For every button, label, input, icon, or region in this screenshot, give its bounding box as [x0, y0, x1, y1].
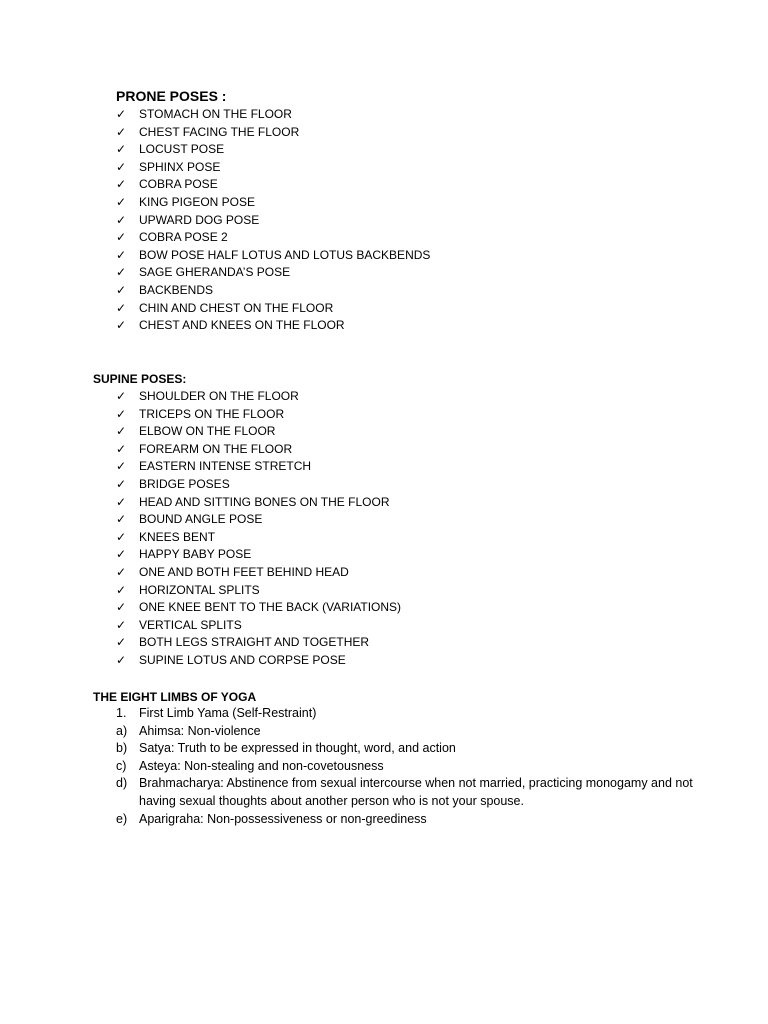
checkmark-icon: ✓ [116, 300, 127, 315]
prone-poses-list [116, 106, 430, 335]
list-item [116, 775, 696, 810]
supine-poses-heading: SUPINE POSES: [93, 372, 187, 386]
checkmark-icon: ✓ [116, 512, 127, 527]
list-item [116, 406, 401, 424]
checkmark-icon: ✓ [116, 406, 127, 421]
checkmark-icon: ✓ [116, 652, 127, 667]
list-item-label: VERTICAL SPLITS [139, 617, 242, 632]
list-item-label: ONE KNEE BENT TO THE BACK (VARIATIONS) [139, 600, 402, 615]
list-marker: b) [116, 741, 128, 756]
list-item [116, 423, 401, 441]
list-item [116, 723, 696, 741]
list-item [116, 546, 401, 564]
list-item [116, 758, 696, 776]
list-item-label: KNEES BENT [139, 529, 216, 544]
checkmark-icon: ✓ [116, 617, 127, 632]
list-item-label: BOUND ANGLE POSE [139, 512, 263, 527]
list-marker: e) [116, 811, 128, 826]
checkmark-icon: ✓ [116, 494, 127, 509]
list-item [116, 441, 401, 459]
list-item [116, 229, 430, 247]
checkmark-icon: ✓ [116, 194, 127, 209]
list-item-label: CHIN AND CHEST ON THE FLOOR [139, 300, 334, 315]
checkmark-icon: ✓ [116, 212, 127, 227]
list-item [116, 634, 401, 652]
supine-poses-list [116, 388, 401, 670]
checkmark-icon: ✓ [116, 582, 127, 597]
list-item [116, 599, 401, 617]
list-item-label: HAPPY BABY POSE [139, 547, 252, 562]
checkmark-icon: ✓ [116, 547, 127, 562]
list-item-label: BRIDGE POSES [139, 476, 230, 491]
list-item [116, 740, 696, 758]
checkmark-icon: ✓ [116, 282, 127, 297]
list-item [116, 388, 401, 406]
eight-limbs-heading: THE EIGHT LIMBS OF YOGA [93, 690, 257, 704]
list-item-text: Ahimsa: Non-violence [139, 723, 261, 738]
list-item [116, 317, 430, 335]
checkmark-icon: ✓ [116, 600, 127, 615]
list-item-text: Satya: Truth to be expressed in thought, word, and action [139, 741, 456, 756]
list-item [116, 458, 401, 476]
checkmark-icon: ✓ [116, 564, 127, 579]
list-item-label: UPWARD DOG POSE [139, 212, 260, 227]
list-item-label: TRICEPS ON THE FLOOR [139, 406, 285, 421]
list-marker: d) [116, 776, 128, 791]
list-item-label: EASTERN INTENSE STRETCH [139, 459, 312, 474]
list-item [116, 529, 401, 547]
checkmark-icon: ✓ [116, 159, 127, 174]
prone-poses-heading: PRONE POSES : [116, 88, 227, 104]
list-item [116, 159, 430, 177]
list-item [116, 494, 401, 512]
list-item [116, 212, 430, 230]
list-item [116, 141, 430, 159]
checkmark-icon: ✓ [116, 476, 127, 491]
list-item [116, 282, 430, 300]
checkmark-icon: ✓ [116, 441, 127, 456]
checkmark-icon: ✓ [116, 247, 127, 262]
checkmark-icon: ✓ [116, 124, 127, 139]
list-item-label: CHEST FACING THE FLOOR [139, 124, 300, 139]
checkmark-icon: ✓ [116, 318, 127, 333]
list-item-label: STOMACH ON THE FLOOR [139, 107, 292, 121]
list-item-label: FOREARM ON THE FLOOR [139, 441, 293, 456]
list-item [116, 300, 430, 318]
list-item-label: COBRA POSE 2 [139, 230, 228, 245]
list-item-text: Asteya: Non-stealing and non-covetousness [139, 758, 384, 773]
list-marker: 1. [116, 706, 127, 720]
list-item-text: Brahmacharya: Abstinence from sexual intercourse when not married, practicing monogamy and not having sexual thoughts about another person who is not your spouse. [139, 776, 693, 808]
list-item-label: ELBOW ON THE FLOOR [139, 424, 276, 439]
list-marker: a) [116, 723, 128, 738]
list-item [116, 617, 401, 635]
list-item [116, 264, 430, 282]
list-item-label: COBRA POSE [139, 177, 218, 192]
list-item-label: KING PIGEON POSE [139, 194, 256, 209]
list-item-label: LOCUST POSE [139, 142, 225, 157]
list-item-label: SPHINX POSE [139, 159, 221, 174]
list-item-label: HEAD AND SITTING BONES ON THE FLOOR [139, 494, 390, 509]
list-item-text: First Limb Yama (Self-Restraint) [139, 706, 317, 720]
list-item-label: ONE AND BOTH FEET BEHIND HEAD [139, 564, 349, 579]
checkmark-icon: ✓ [116, 177, 127, 192]
list-item [116, 652, 401, 670]
checkmark-icon: ✓ [116, 529, 127, 544]
checkmark-icon: ✓ [116, 265, 127, 280]
list-item [116, 511, 401, 529]
eight-limbs-list [116, 705, 696, 828]
checkmark-icon: ✓ [116, 107, 127, 121]
list-item-label: HORIZONTAL SPLITS [139, 582, 260, 597]
checkmark-icon: ✓ [116, 424, 127, 439]
list-item-label: SUPINE LOTUS AND CORPSE POSE [139, 652, 346, 667]
list-item [116, 176, 430, 194]
list-item [116, 705, 696, 723]
list-item [116, 247, 430, 265]
list-item-label: CHEST AND KNEES ON THE FLOOR [139, 318, 345, 333]
checkmark-icon: ✓ [116, 230, 127, 245]
list-item [116, 811, 696, 829]
list-marker: c) [116, 758, 127, 773]
list-item [116, 564, 401, 582]
list-item [116, 106, 430, 124]
checkmark-icon: ✓ [116, 389, 127, 403]
list-item-label: BOTH LEGS STRAIGHT AND TOGETHER [139, 635, 370, 650]
checkmark-icon: ✓ [116, 142, 127, 157]
list-item-label: SAGE GHERANDA’S POSE [139, 265, 291, 280]
list-item [116, 476, 401, 494]
list-item-label: SHOULDER ON THE FLOOR [139, 389, 299, 403]
list-item [116, 582, 401, 600]
checkmark-icon: ✓ [116, 459, 127, 474]
list-item [116, 194, 430, 212]
list-item-text: Aparigraha: Non-possessiveness or non-greediness [139, 811, 427, 826]
list-item [116, 124, 430, 142]
checkmark-icon: ✓ [116, 635, 127, 650]
list-item-label: BACKBENDS [139, 282, 214, 297]
list-item-label: BOW POSE HALF LOTUS AND LOTUS BACKBENDS [139, 247, 431, 262]
